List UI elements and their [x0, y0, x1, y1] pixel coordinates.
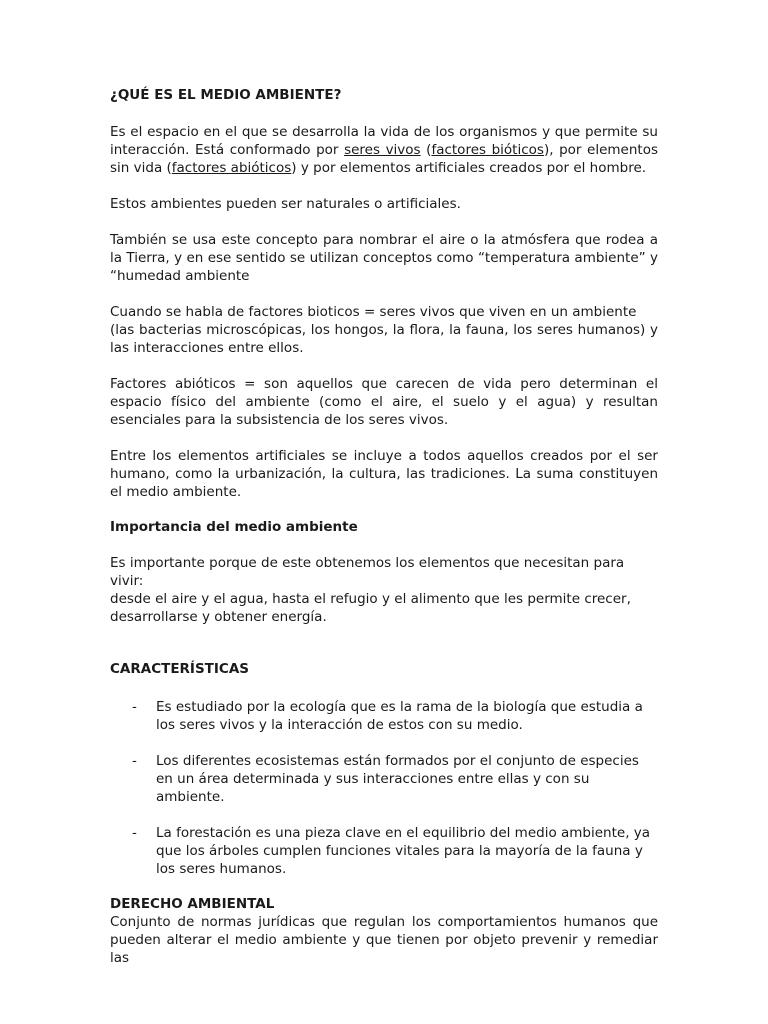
abiotic-factors-paragraph: Factores abióticos = son aquellos que carecen de vida pero determinan el espacio físico del ambiente (como el aire, el suelo y el agua) y resultan esenciales para la subsistencia de los seres vivos. — [110, 376, 658, 428]
list-item — [110, 824, 658, 878]
characteristics-heading: CARACTERÍSTICAS — [110, 661, 249, 677]
importance-heading: Importancia del medio ambiente — [110, 519, 358, 535]
list-item-text: Es estudiado por la ecología que es la rama de la biología que estudia a los seres vivos y la interacción de estos con su medio. — [156, 699, 643, 733]
intro-text-d: ) y por elementos artificiales creados por el hombre. — [291, 160, 647, 176]
environmental-law-paragraph: Conjunto de normas jurídicas que regulan los comportamientos humanos que pueden alterar el medio ambiente y que tienen por objeto prevenir y remediar las — [110, 914, 658, 966]
characteristics-list — [110, 698, 658, 878]
intro-text-b: ( — [420, 142, 432, 158]
intro-text-c: ), por elementos sin vida ( — [110, 142, 658, 176]
factores-abioticos-link[interactable]: factores abióticos — [171, 160, 292, 176]
importance-line-3: desarrollarse y obtener energía. — [110, 609, 327, 625]
dash-bullet: - — [132, 753, 137, 769]
factores-bioticos-link[interactable]: factores bióticos — [431, 142, 544, 158]
biotic-factors-examples: (las bacterias microscópicas, los hongos, la flora, la fauna, los seres humanos) y las interacciones entre ellos. — [110, 322, 658, 356]
dash-bullet: - — [132, 825, 137, 841]
environmental-law-heading: DERECHO AMBIENTAL — [110, 896, 275, 912]
list-item-text: La forestación es una pieza clave en el equilibrio del medio ambiente, ya que los árboles cumplen funciones vitales para la mayoría de la fauna y los seres humanos. — [156, 825, 651, 877]
artificial-elements-paragraph: Entre los elementos artificiales se incluye a todos aquellos creados por el ser humano, como la urbanización, la cultura, las tradiciones. La suma constituyen el medio ambiente. — [110, 448, 658, 500]
list-item-text: Los diferentes ecosistemas están formados por el conjunto de especies en un área determinada y sus interacciones entre ellas y con su ambiente. — [156, 753, 639, 805]
page-title: ¿QUÉ ES EL MEDIO AMBIENTE? — [110, 87, 342, 103]
environment-types-paragraph: Estos ambientes pueden ser naturales o artificiales. — [110, 196, 461, 212]
importance-line-2: desde el aire y el agua, hasta el refugio y el alimento que les permite crecer, — [110, 591, 631, 607]
seres-vivos-link[interactable]: seres vivos — [344, 142, 421, 158]
intro-paragraph — [110, 123, 658, 177]
air-concept-paragraph: También se usa este concepto para nombrar el aire o la atmósfera que rodea a la Tierra, y en ese sentido se utilizan conceptos como “temperatura ambiente” y “humedad ambiente — [110, 232, 658, 284]
list-item — [110, 698, 658, 734]
intro-text-a: Es el espacio en el que se desarrolla la vida de los organismos y que permite su interacción. Está conformado por — [110, 124, 658, 158]
biotic-factors-line: Cuando se habla de factores bioticos = seres vivos que viven en un ambiente — [110, 304, 637, 320]
importance-paragraph — [110, 554, 658, 626]
importance-line-1: Es importante porque de este obtenemos los elementos que necesitan para vivir: — [110, 555, 625, 589]
list-item — [110, 752, 658, 806]
biotic-factors-paragraph — [110, 303, 658, 357]
dash-bullet: - — [132, 699, 137, 715]
